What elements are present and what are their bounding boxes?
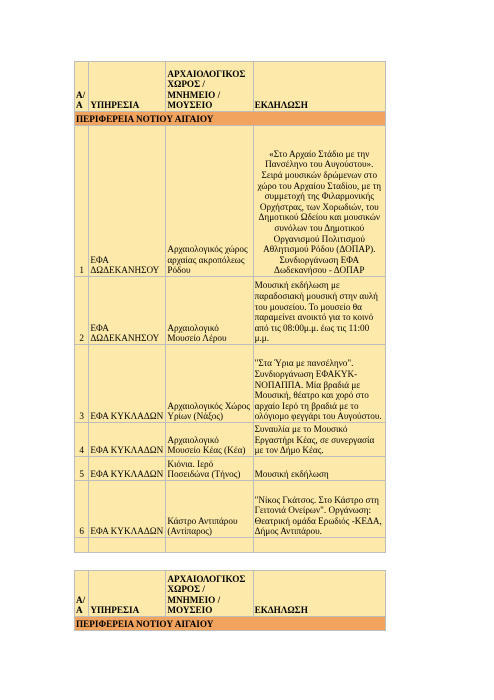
table-header-row <box>75 62 386 112</box>
row-site: Κάστρο Αντιπάρου (Αντίπαρος) <box>166 481 253 538</box>
events-table-continued <box>74 570 386 631</box>
row-event: "Νίκος Γκάτσος. Στο Κάστρο στη Γειτονιά Ονείρων". Οργάνωση: Θεατρική ομάδα Ερωδιός -ΚΕΔΑ, Δήμος Αντιπάρου. <box>253 481 385 538</box>
row-event: Μουσική εκδήλωση με παραδοσιακή μουσική στην αυλή του μουσείου. Το μουσείο θα παραμείνει ανοικτό για το κοινό από τις 08:00μ.μ. έως τις 11:00 μ.μ. <box>253 277 385 345</box>
row-site: Αρχαιολογικός χώρος αρχαίας ακροπόλεως Ρόδου <box>166 126 253 277</box>
header-site: ΑΡΧΑΙΟΛΟΓΙΚΟΣ ΧΩΡΟΣ / ΜΝΗΜΕΙΟ / ΜΟΥΣΕΙΟ <box>166 571 253 617</box>
table-row <box>75 481 386 538</box>
region-row <box>75 112 386 126</box>
header-aa: Α/Α <box>75 571 89 617</box>
row-service: ΕΦΑ ΔΩΔΕΚΑΝΗΣΟΥ <box>89 277 166 345</box>
row-event: "Στα Ύρια με πανσέληνο". Συνδιοργάνωση ΕΦΑΚΥΚ-ΝΟΠΑΠΠΑ. Μία βραδιά με Μουσική, θέατρο και χορό στο αρχαίο Ιερό τη βραδιά με το ολόγιομο φεγγάρι του Αυγούστου. <box>253 345 385 423</box>
row-aa: 2 <box>75 277 89 345</box>
row-event: Μουσική εκδήλωση <box>253 457 385 481</box>
row-site: Κιόνια. Ιερό Ποσειδώνα (Τήνος) <box>166 457 253 481</box>
row-aa: 6 <box>75 481 89 538</box>
row-service: ΕΦΑ ΚΥΚΛΑΔΩΝ <box>89 457 166 481</box>
row-event: Συναυλία με το Μουσικό Εργαστήρι Κέας, σε συνεργασία με τον Δήμο Κέας. <box>253 423 385 457</box>
events-table <box>74 61 386 553</box>
table-row <box>75 457 386 481</box>
empty-row <box>75 538 386 553</box>
table-row <box>75 423 386 457</box>
header-service: ΥΠΗΡΕΣΙΑ <box>89 62 166 112</box>
row-event: «Στο Αρχαίο Στάδιο με την Πανσέληνο του Αυγούστου». Σειρά μουσικών δρώμενων στο χώρο του Αρχαίου Σταδίου, με τη συμμετοχή της Φιλαρμονικής Ορχήστρας, των Χορωδιών, του Δημοτικού Ωδείου και μουσικών συνόλων του Δημοτικού Οργανισμού Πολιτισμού Αθλητισμού Ρόδου (ΔΟΠΑΡ). Συνδιοργάνωση ΕΦΑ Δωδεκανήσου - ΔΟΠΑΡ <box>253 126 385 277</box>
header-aa: Α/Α <box>75 62 89 112</box>
row-service: ΕΦΑ ΚΥΚΛΑΔΩΝ <box>89 481 166 538</box>
table-header-row <box>75 571 386 617</box>
table-row <box>75 126 386 277</box>
row-site: Αρχαιολογικός Χώρος Υρίων (Νάξος) <box>166 345 253 423</box>
row-site: Αρχαιολογικό Μουσείο Λέρου <box>166 277 253 345</box>
header-event: ΕΚΔΗΛΩΣΗ <box>253 571 385 617</box>
row-aa: 1 <box>75 126 89 277</box>
header-service: ΥΠΗΡΕΣΙΑ <box>89 571 166 617</box>
row-service: ΕΦΑ ΔΩΔΕΚΑΝΗΣΟΥ <box>89 126 166 277</box>
region-label: ΠΕΡΙΦΕΡΕΙΑ ΝΟΤΙΟΥ ΑΙΓΑΙΟΥ <box>75 112 386 126</box>
row-aa: 3 <box>75 345 89 423</box>
row-service: ΕΦΑ ΚΥΚΛΑΔΩΝ <box>89 345 166 423</box>
region-label: ΠΕΡΙΦΕΡΕΙΑ ΝΟΤΙΟΥ ΑΙΓΑΙΟΥ <box>75 617 386 631</box>
row-service: ΕΦΑ ΚΥΚΛΑΔΩΝ <box>89 423 166 457</box>
header-site: ΑΡΧΑΙΟΛΟΓΙΚΟΣ ΧΩΡΟΣ / ΜΝΗΜΕΙΟ / ΜΟΥΣΕΙΟ <box>166 62 253 112</box>
row-aa: 5 <box>75 457 89 481</box>
table-row <box>75 345 386 423</box>
row-site: Αρχαιολογικό Μουσείο Κέας (Κέα) <box>166 423 253 457</box>
row-aa: 4 <box>75 423 89 457</box>
header-event: ΕΚΔΗΛΩΣΗ <box>253 62 385 112</box>
table-row <box>75 277 386 345</box>
region-row <box>75 617 386 631</box>
